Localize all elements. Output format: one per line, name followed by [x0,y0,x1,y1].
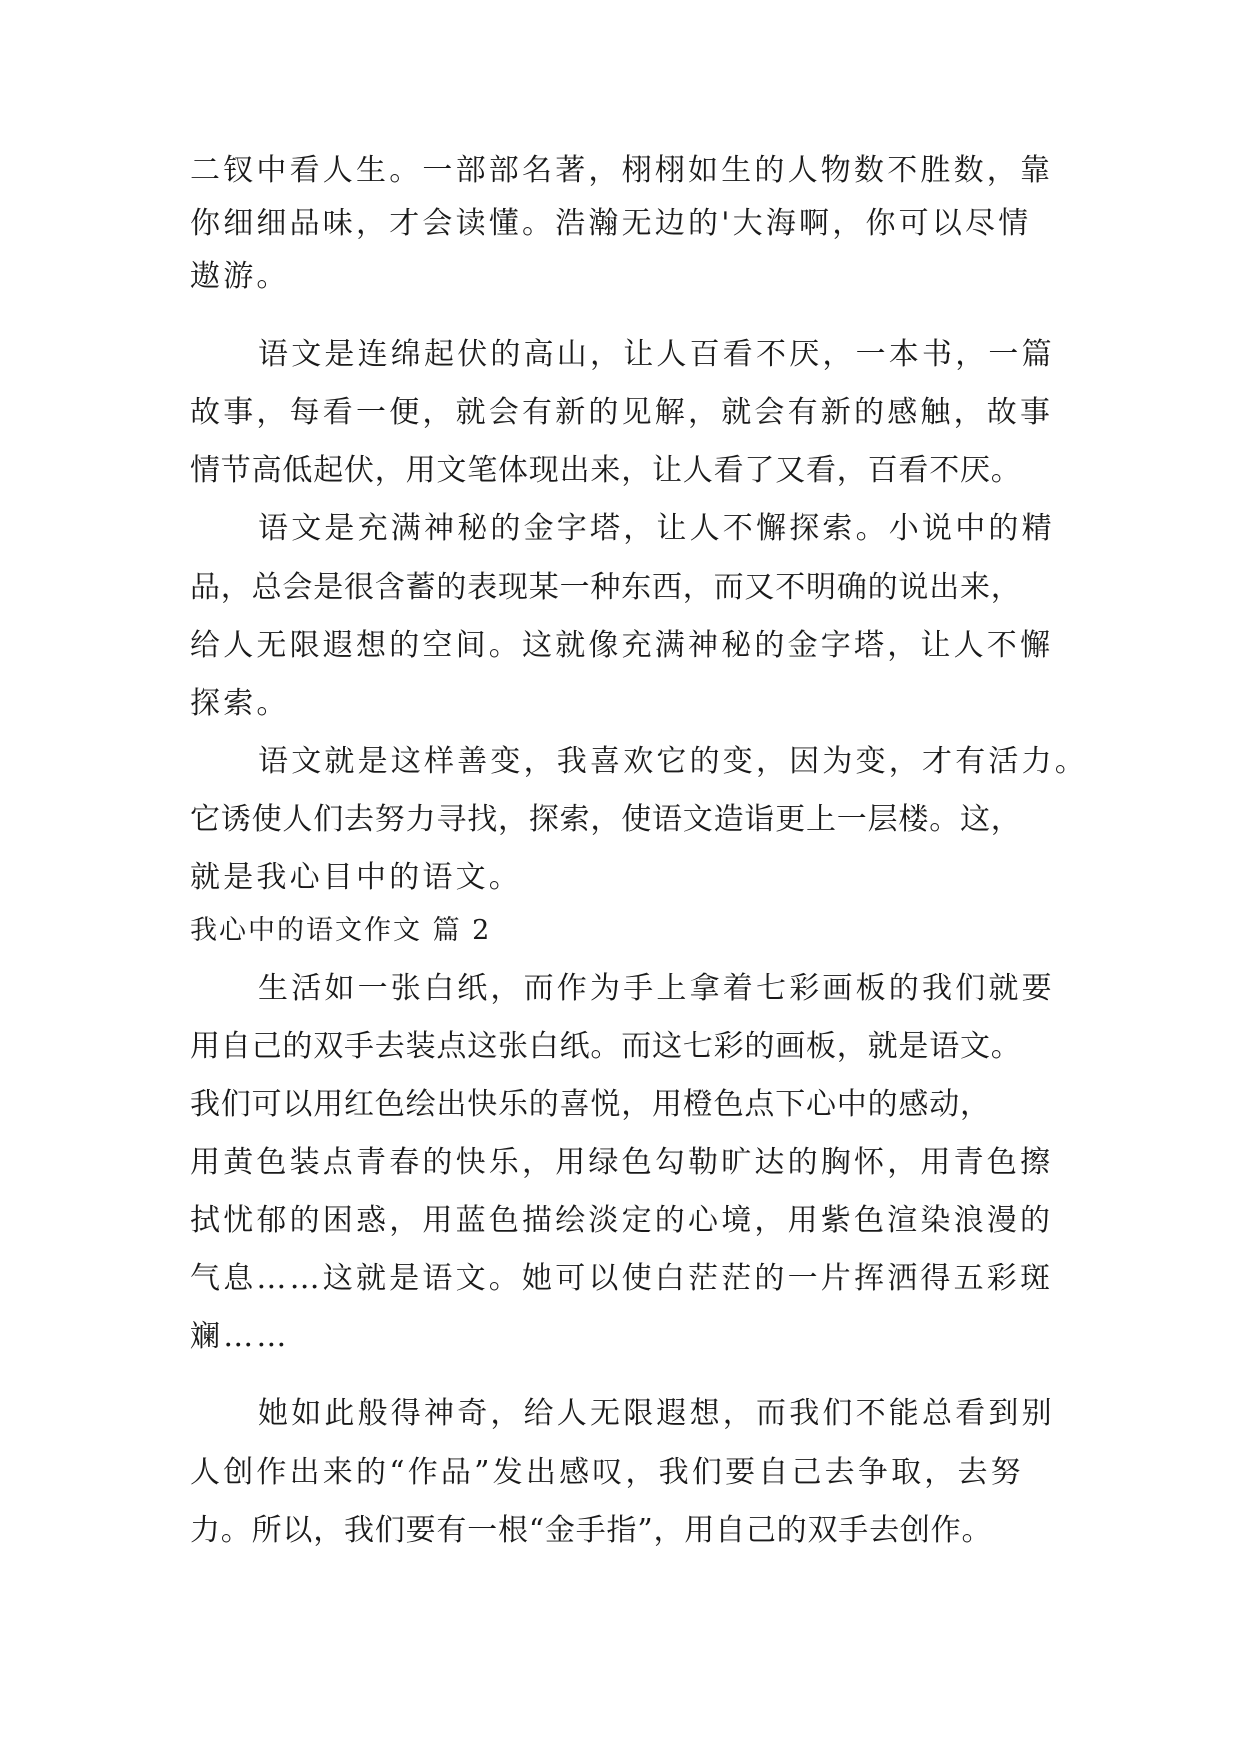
paragraph-line: 生活如一张白纸，而作为手上拿着七彩画板的我们就要 [258,971,1055,1006]
paragraph-line: 拭忧郁的困惑，用蓝色描绘淡定的心境，用紫色渲染浪漫的 [190,1203,1054,1238]
paragraph-line: 就是我心目中的语文。 [190,860,522,895]
paragraph-line: 遨游。 [190,259,290,294]
paragraph-line: 给人无限遐想的空间。这就像充满神秘的金字塔，让人不懈 [190,628,1054,663]
paragraph-line: 用黄色装点青春的快乐，用绿色勾勒旷达的胸怀，用青色擦 [190,1145,1054,1180]
paragraph-line: 品，总会是很含蓄的表现某一种东西，而又不明确的说出来， [190,570,1022,605]
paragraph-line: 她如此般得神奇，给人无限遐想，而我们不能总看到别 [258,1396,1055,1431]
paragraph-line: 探索。 [190,686,290,721]
paragraph-line: 语文就是这样善变，我喜欢它的变，因为变，才有活力。 [258,744,1088,779]
paragraph-line: 它诱使人们去努力寻找，探索，使语文造诣更上一层楼。这， [190,802,1022,837]
paragraph-line: 语文是充满神秘的金字塔，让人不懈探索。小说中的精 [258,511,1055,546]
paragraph-line: 故事，每看一便，就会有新的见解，就会有新的感触，故事 [190,395,1054,430]
section-heading: 我心中的语文作文 篇 2 [190,915,492,946]
paragraph-line: 力。所以，我们要有一根“金手指”，用自己的双手去创作。 [190,1513,993,1548]
paragraph-line: 人创作出来的“作品”发出感叹，我们要自己去争取，去努 [190,1455,1024,1490]
paragraph-line: 语文是连绵起伏的高山，让人百看不厌，一本书，一篇 [258,337,1055,372]
paragraph-line: 气息……这就是语文。她可以使白茫茫的一片挥洒得五彩斑 [190,1261,1054,1296]
paragraph-line: 情节高低起伏，用文笔体现出来，让人看了又看，百看不厌。 [190,453,1022,488]
paragraph-line: 我们可以用红色绘出快乐的喜悦，用橙色点下心中的感动， [190,1087,991,1122]
paragraph-line: 用自己的双手去装点这张白纸。而这七彩的画板，就是语文。 [190,1029,1022,1064]
paragraph-line: 斓…… [190,1319,290,1354]
paragraph-line: 你细细品味，才会读懂。浩瀚无边的'大海啊，你可以尽情 [190,206,1032,241]
paragraph-line: 二钗中看人生。一部部名著，栩栩如生的人物数不胜数，靠 [190,153,1054,188]
